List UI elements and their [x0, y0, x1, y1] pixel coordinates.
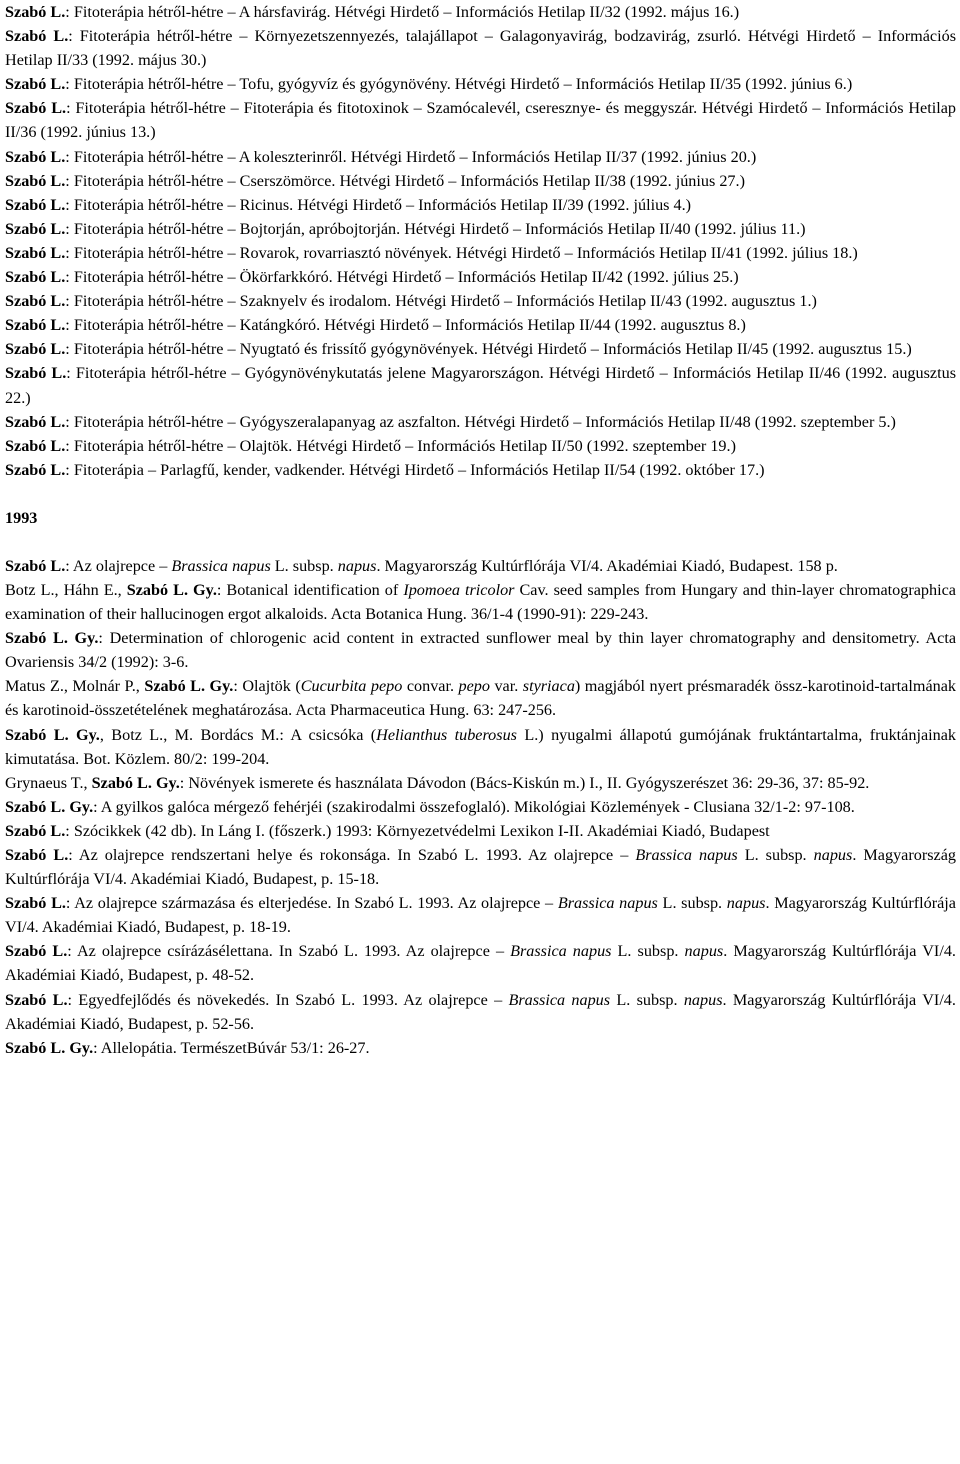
bibliography-entry [5, 169, 956, 193]
bibliography-entry [5, 0, 956, 24]
entry-text: : Fitoterápia hétről-hétre – Környezetszennyezés, talajállapot – Galagonyavirág, bodzavirág, zsurló. Hétvégi Hirdető – Információs Hetilap II/33 (1992. május 30.) [5, 27, 956, 70]
author-name: Szabó L. [5, 268, 66, 287]
author-name: Szabó L. [5, 3, 66, 21]
bibliography-entry [5, 891, 956, 939]
author-name: Szabó L. [5, 99, 67, 118]
bibliography-entry [5, 96, 956, 144]
author-name: Szabó L. Gy. [5, 725, 100, 744]
entry-text: : Fitoterápia hétről-hétre – Tofu, gyógyvíz és gyógynövény. Hétvégi Hirdető – Információs Hetilap II/35 (1992. június 6.) [65, 75, 853, 94]
entry-text: : Allelopátia. TermészetBúvár 53/1: 26-27. [93, 1038, 370, 1057]
entry-text: . Magyarország Kultúrflórája VI/4. Akadémiai Kiadó, Budapest, p. 18-19. [5, 894, 956, 937]
author-name: Szabó L. [5, 436, 66, 455]
author-name: Szabó L. [5, 412, 66, 431]
bibliography-entry [5, 1036, 956, 1060]
entry-text: . Magyarország Kultúrflórája VI/4. Akadémiai Kiadó, Budapest, p. 48-52. [5, 942, 956, 985]
bibliography-entry [5, 795, 956, 819]
author-name: Szabó L. [5, 27, 69, 46]
entry-text: Matus Z., Molnár P., [5, 677, 145, 696]
bibliography-entry [5, 674, 956, 722]
author-name: Szabó L. [5, 292, 66, 311]
entry-text: : Fitoterápia hétről-hétre – Rovarok, rovarriasztó növények. Hétvégi Hirdető – Információs Hetilap II/41 (1992. július 18.) [65, 243, 858, 262]
entry-text: L. subsp. [657, 894, 727, 913]
author-name: Szabó L. [5, 364, 67, 383]
latin-name: napus [726, 894, 766, 913]
entry-text: : A gyilkos galóca mérgező fehérjéi (szakirodalmi összefoglaló). Mikológiai Közlemények - Clusiana 32/1-2: 97-108. [93, 797, 855, 816]
latin-name: styriaca [522, 677, 575, 696]
bibliography-entry [5, 24, 956, 72]
latin-name: Helianthus tuberosus [376, 725, 517, 744]
author-name: Szabó L. [5, 556, 66, 575]
latin-name: pepo [458, 677, 490, 696]
latin-name: Brassica napus [635, 846, 738, 864]
bibliography-entry [5, 771, 956, 795]
bibliography-entry [5, 217, 956, 241]
entry-text: Grynaeus T., [5, 773, 92, 792]
bibliography-entry [5, 554, 956, 578]
entry-text: L.) nyugalmi állapotú gumójának fruktántartalma, fruktánjainak kimutatása. Bot. Közlem. 80/2: 199-204. [5, 725, 956, 768]
entry-text: : Fitoterápia hétről-hétre – Fitoterápia és fitotoxinok – Szamócalevél, cseresznye- és meggyszár. Hétvégi Hirdető – Információs Hetilap II/36 (1992. június 13.) [5, 99, 956, 142]
latin-name: Brassica napus [557, 894, 658, 913]
bibliography-entry [5, 145, 956, 169]
bibliography-entry [5, 939, 956, 987]
entry-text: : Az olajrepce származása és elterjedése. In Szabó L. 1993. Az olajrepce – [65, 894, 558, 913]
entry-text: : Determination of chlorogenic acid content in extracted sunflower meal by thin layer chromatography and densitometry. Acta Ovariensis 34/2 (1992): 3-6. [5, 629, 956, 672]
entry-text: : Olajtök ( [233, 677, 301, 696]
bibliography-entry [5, 578, 956, 626]
author-name: Szabó L. [5, 990, 68, 1009]
entry-text: : Fitoterápia hétről-hétre – Olajtök. Hétvégi Hirdető – Információs Hetilap II/50 (1992. szeptember 19.) [65, 436, 736, 455]
author-name: Szabó L. [5, 147, 66, 166]
author-name: Szabó L. [5, 340, 66, 359]
entry-text: L. subsp. [610, 990, 684, 1009]
entry-text: . Magyarország Kultúrflórája VI/4. Akadémiai Kiadó, Budapest, p. 52-56. [5, 990, 956, 1033]
entry-text: : Fitoterápia hétről-hétre – Ökörfarkkóró. Hétvégi Hirdető – Információs Hetilap II/42 (1992. július 25.) [65, 268, 739, 287]
bibliography-entry [5, 72, 956, 96]
entry-text: , Botz L., M. Bordács M.: A csicsóka ( [99, 725, 377, 744]
entry-text: : Fitoterápia hétről-hétre – Szaknyelv és irodalom. Hétvégi Hirdető – Információs Hetilap II/43 (1992. augusztus 1.) [65, 292, 817, 311]
latin-name: Brassica napus [508, 990, 611, 1009]
entries-1993 [5, 554, 960, 1060]
bibliography-entry [5, 434, 956, 458]
entry-text: : Az olajrepce rendszertani helye és rokonsága. In Szabó L. 1993. Az olajrepce – [68, 846, 636, 864]
author-name: Szabó L. Gy. [144, 677, 234, 696]
entry-text: : Fitoterápia hétről-hétre – Nyugtató és frissítő gyógynövények. Hétvégi Hirdető – Információs Hetilap II/45 (1992. augusztus 15.) [65, 340, 912, 359]
entry-text: L. subsp. [611, 942, 685, 961]
entry-text: : Fitoterápia hétről-hétre – Cserszömörce. Hétvégi Hirdető – Információs Hetilap II/38 (1992. június 27.) [65, 171, 745, 190]
latin-name: napus [683, 990, 723, 1009]
bibliography-entry [5, 458, 956, 482]
author-name: Szabó L. Gy. [5, 1038, 94, 1057]
bibliography-entry [5, 988, 956, 1036]
author-name: Szabó L. [5, 821, 66, 840]
latin-name: Brassica napus [171, 556, 271, 575]
latin-name: napus [337, 556, 377, 575]
entry-text: . Magyarország Kultúrflórája VI/4. Akadémiai Kiadó, Budapest, p. 15-18. [5, 846, 956, 889]
entry-text: : Fitoterápia hétről-hétre – Gyógynövénykutatás jelene Magyarországon. Hétvégi Hirdető – Információs Hetilap II/46 (1992. augusztus 22.) [5, 364, 956, 407]
author-name: Szabó L. [5, 316, 66, 335]
entry-text: L. subsp. [737, 846, 814, 864]
bibliography-entry [5, 626, 956, 674]
entry-text: : Fitoterápia hétről-hétre – A koleszterinről. Hétvégi Hirdető – Információs Hetilap II/37 (1992. június 20.) [65, 147, 757, 166]
author-name: Szabó L. [5, 195, 66, 214]
entry-text: : Az olajrepce – [65, 556, 172, 575]
entry-text: ) magjából nyert présmaradék össz-karotinoid-tartalmának és karotinoid-összetételének meghatározása. Acta Pharmaceutica Hung. 63: 247-256. [5, 677, 957, 720]
author-name: Szabó L. [5, 171, 66, 190]
author-name: Szabó L. [5, 75, 66, 94]
bibliography-entry [5, 410, 956, 434]
entry-text: : Szócikkek (42 db). In Láng I. (főszerk.) 1993: Környezetvédelmi Lexikon I-II. Akadémiai Kiadó, Budapest [65, 821, 770, 840]
author-name: Szabó L. Gy. [91, 773, 180, 792]
latin-name: napus [684, 942, 724, 961]
entries-1992 [5, 0, 960, 482]
author-name: Szabó L. [5, 942, 68, 961]
bibliography-entry [5, 819, 956, 843]
entry-text: Cav. seed samples from Hungary and thin-layer chromatographica examination of their hallucinogen ergot alkaloids. Acta Botanica Hung. 36/1-4 (1990-91): 229-243. [5, 580, 956, 624]
entry-text: . Magyarország Kultúrflórája VI/4. Akadémiai Kiadó, Budapest. 158 p. [376, 556, 838, 575]
bibliography-entry [5, 241, 956, 265]
author-name: Szabó L. [5, 846, 69, 864]
entry-text: : Fitoterápia hétről-hétre – A hársfavirág. Hétvégi Hirdető – Információs Hetilap II/32 (1992. május 16.) [65, 3, 740, 21]
latin-name: Cucurbita pepo [300, 677, 403, 696]
entry-text: convar. [402, 677, 459, 696]
author-name: Szabó L. Gy. [126, 580, 217, 599]
bibliography-entry [5, 289, 956, 313]
latin-name: Ipomoea tricolor [403, 580, 515, 599]
entry-text: : Botanical identification of [216, 580, 404, 599]
bibliography-entry [5, 337, 956, 361]
entry-text: : Fitoterápia hétről-hétre – Bojtorján, apróbojtorján. Hétvégi Hirdető – Információs Hetilap II/40 (1992. július 11.) [65, 219, 806, 238]
author-name: Szabó L. Gy. [5, 797, 94, 816]
bibliography-entry [5, 193, 956, 217]
author-name: Szabó L. Gy. [5, 629, 99, 648]
bibliography-entry [5, 265, 956, 289]
author-name: Szabó L. [5, 243, 66, 262]
entry-text: : Fitoterápia – Parlagfű, kender, vadkender. Hétvégi Hirdető – Információs Hetilap II/54 (1992. október 17.) [65, 460, 765, 479]
bibliography-entry [5, 723, 956, 771]
entry-text: : Fitoterápia hétről-hétre – Katángkóró. Hétvégi Hirdető – Információs Hetilap II/44 (1992. augusztus 8.) [65, 316, 746, 335]
entry-text: var. [489, 677, 523, 696]
bibliography-entry [5, 361, 956, 409]
bibliography-entry [5, 843, 956, 891]
entry-text: L. subsp. [270, 556, 338, 575]
author-name: Szabó L. [5, 894, 66, 913]
latin-name: Brassica napus [510, 942, 612, 961]
entry-text: : Egyedfejlődés és növekedés. In Szabó L. 1993. Az olajrepce – [67, 990, 509, 1009]
entry-text: : Az olajrepce csírázásélettana. In Szabó L. 1993. Az olajrepce – [67, 942, 511, 961]
bibliography-entry [5, 313, 956, 337]
year-heading: 1993 [5, 508, 38, 527]
entry-text: : Fitoterápia hétről-hétre – Ricinus. Hétvégi Hirdető – Információs Hetilap II/39 (1992. július 4.) [65, 195, 692, 214]
entry-text: Botz L., Háhn E., [5, 580, 127, 599]
author-name: Szabó L. [5, 219, 66, 238]
author-name: Szabó L. [5, 460, 66, 479]
latin-name: napus [813, 846, 853, 864]
entry-text: : Növények ismerete és használata Dávodon (Bács-Kiskún m.) I., II. Gyógyszerészet 36: 29-36, 37: 85-92. [179, 773, 870, 792]
entry-text: : Fitoterápia hétről-hétre – Gyógyszeralapanyag az aszfalton. Hétvégi Hirdető – Információs Hetilap II/48 (1992. szeptember 5.) [65, 412, 896, 431]
